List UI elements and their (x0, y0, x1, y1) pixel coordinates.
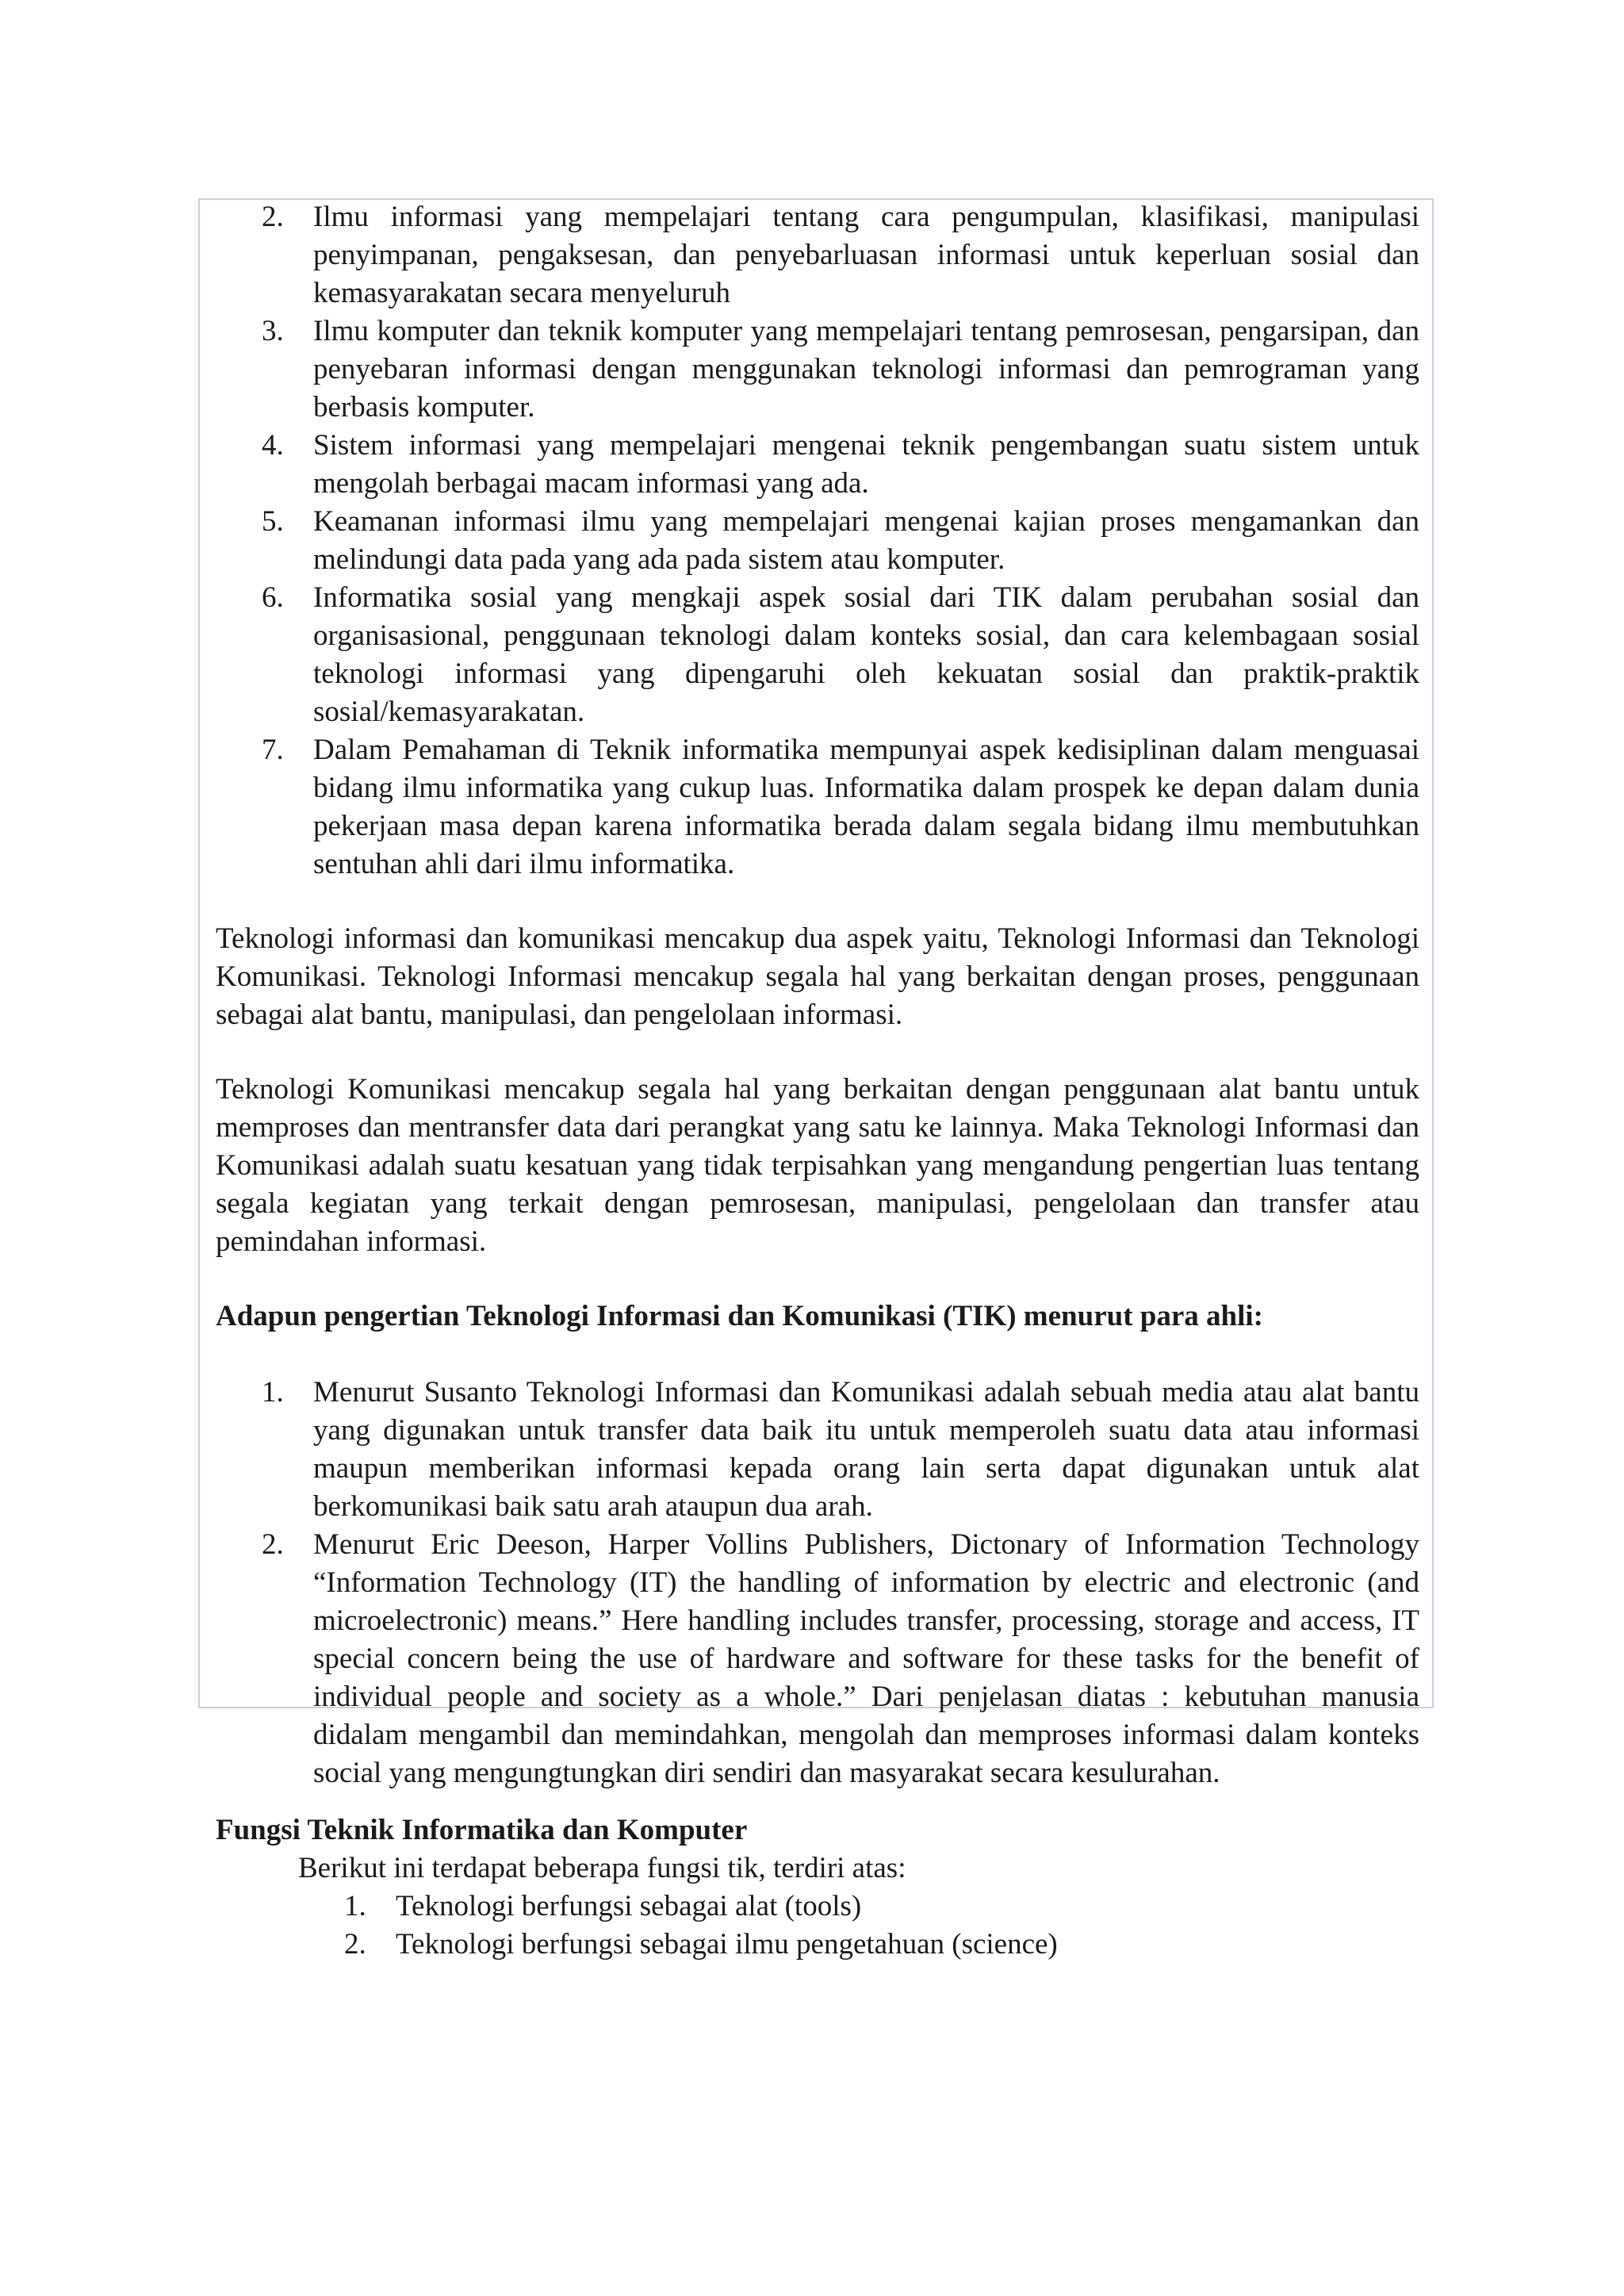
list-text: Keamanan informasi ilmu yang mempelajari mengenai kajian proses mengamankan dan melindungi data pada yang ada pada sistem atau komputer. (313, 505, 1419, 576)
list-number: 2. (262, 201, 284, 233)
list-item (216, 1926, 1419, 1964)
list-number: 6. (262, 581, 284, 614)
list-item (216, 198, 1419, 312)
list-number: 5. (262, 505, 284, 538)
heading-fungsi: Fungsi Teknik Informatika dan Komputer (216, 1814, 748, 1846)
list-number: 2. (262, 1528, 284, 1561)
list-text: Menurut Susanto Teknologi Informasi dan Komunikasi adalah sebuah media atau alat bantu yang digunakan untuk transfer data baik itu untuk memperoleh suatu data atau informasi maupun memberikan informasi kepada orang lain serta dapat digunakan untuk alat berkomunikasi baik satu arah ataupun dua arah. (313, 1376, 1419, 1523)
document-body (216, 197, 1419, 1964)
heading-pengertian-tik: Adapun pengertian Teknologi Informasi dan Komunikasi (TIK) menurut para ahli: (216, 1300, 1263, 1332)
list-text: Dalam Pemahaman di Teknik informatika mempunyai aspek kedisiplinan dalam menguasai bidang ilmu informatika yang cukup luas. Informatika dalam prospek ke depan dalam dunia pekerjaan masa depan karena informatika berada dalam segala bidang ilmu membutuhkan sentuhan ahli dari ilmu informatika. (313, 734, 1419, 880)
list-item (216, 1374, 1419, 1526)
list-number: 1. (262, 1376, 284, 1409)
list-number: 2. (344, 1928, 366, 1961)
list-text: Menurut Eric Deeson, Harper Vollins Publishers, Dictonary of Information Technology “Information Technology (IT) the handling of information by electric and electronic (and microelectronic) means.” Here handling includes transfer, processing, storage and access, IT special concern being the use of hardware and software for these tasks for the benefit of individual people and society as a whole.” Dari penjelasan diatas : kebutuhan manusia didalam mengambil dan memindahkan, mengolah dan memproses informasi dalam konteks social yang mengungtungkan diri sendiri dan masyarakat secara kesulurahan. (313, 1528, 1419, 1789)
list-item (216, 731, 1419, 884)
list-number: 1. (344, 1890, 366, 1922)
list-item (216, 1888, 1419, 1926)
paragraph-tik-aspek: Teknologi informasi dan komunikasi mencakup dua aspek yaitu, Teknologi Informasi dan Teknologi Komunikasi. Teknologi Informasi mencakup segala hal yang berkaitan dengan proses, penggunaan sebagai alat bantu, manipulasi, dan pengelolaan informasi. (216, 922, 1419, 1031)
list-number: 7. (262, 734, 284, 766)
paragraph-teknologi-komunikasi: Teknologi Komunikasi mencakup segala hal yang berkaitan dengan penggunaan alat bantu untuk memproses dan mentransfer data dari perangkat yang satu ke lainnya. Maka Teknologi Informasi dan Komunikasi adalah suatu kesatuan yang tidak terpisahkan yang mengandung pengertian luas tentang segala kegiatan yang terkait dengan pemrosesan, manipulasi, pengelolaan dan transfer atau pemindahan informasi. (216, 1073, 1419, 1258)
list-number: 4. (262, 429, 284, 462)
list-pengertian-ahli (216, 1374, 1419, 1792)
list-item (216, 427, 1419, 503)
list-text: Ilmu komputer dan teknik komputer yang mempelajari tentang pemrosesan, pengarsipan, dan penyebaran informasi dengan menggunakan teknologi informasi dan pemrograman yang berbasis komputer. (313, 315, 1419, 424)
list-ilmu-informatika (216, 198, 1419, 884)
list-text: Informatika sosial yang mengkaji aspek sosial dari TIK dalam perubahan sosial dan organisasional, penggunaan teknologi dalam konteks sosial, dan cara kelembagaan sosial teknologi informasi yang dipengaruhi oleh kekuatan sosial dan praktik-praktik sosial/kemasyarakatan. (313, 581, 1419, 728)
list-number: 3. (262, 315, 284, 347)
list-text: Teknologi berfungsi sebagai alat (tools) (396, 1890, 862, 1922)
list-item (216, 579, 1419, 731)
list-item (216, 1526, 1419, 1792)
list-text: Ilmu informasi yang mempelajari tentang cara pengumpulan, klasifikasi, manipulasi penyimpanan, pengaksesan, dan penyebarluasan informasi untuk keperluan sosial dan kemasyarakatan secara menyeluruh (313, 201, 1419, 309)
list-fungsi-tik (216, 1888, 1419, 1964)
list-item (216, 503, 1419, 579)
paragraph-fungsi-intro: Berikut ini terdapat beberapa fungsi tik, terdiri atas: (298, 1852, 906, 1884)
list-item (216, 312, 1419, 427)
list-text: Teknologi berfungsi sebagai ilmu pengetahuan (science) (396, 1928, 1058, 1961)
list-text: Sistem informasi yang mempelajari mengenai teknik pengembangan suatu sistem untuk mengolah berbagai macam informasi yang ada. (313, 429, 1419, 500)
